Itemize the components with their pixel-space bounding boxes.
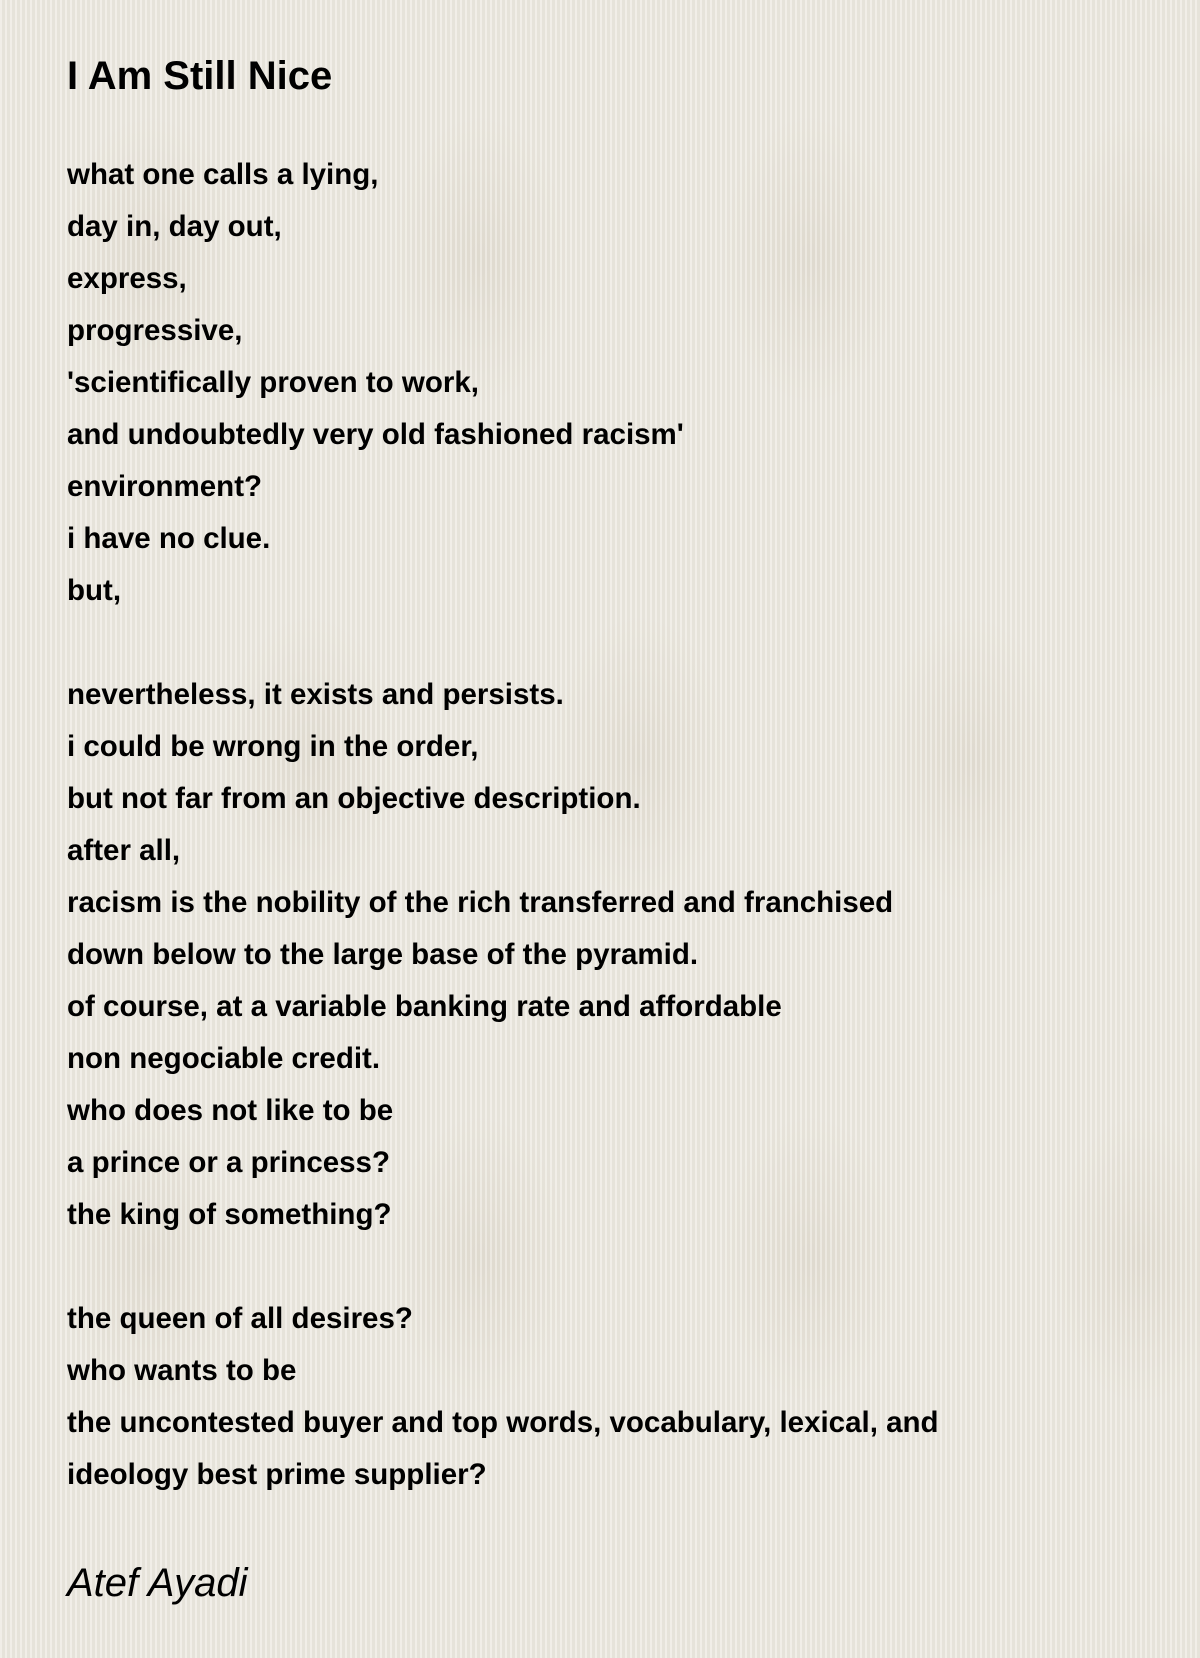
poem-line: a prince or a princess? <box>67 1146 390 1179</box>
stanza-break <box>67 617 939 669</box>
poem-line: i could be wrong in the order, <box>67 730 479 763</box>
poem-line: day in, day out, <box>67 210 282 243</box>
poem-line: ideology best prime supplier? <box>67 1458 487 1491</box>
poem-author: Atef Ayadi <box>67 1561 248 1605</box>
poem-line: progressive, <box>67 314 243 347</box>
poem-line: the queen of all desires? <box>67 1302 413 1335</box>
poem-line: and undoubtedly very old fashioned racism' <box>67 418 684 451</box>
poem-line: but, <box>67 574 122 607</box>
poem-line: the uncontested buyer and top words, vocabulary, lexical, and <box>67 1406 939 1439</box>
poem-line: what one calls a lying, <box>67 158 379 191</box>
poem-line: of course, at a variable banking rate and affordable <box>67 990 782 1023</box>
poem-line: environment? <box>67 470 263 503</box>
stanza-break <box>67 1241 939 1293</box>
poem-line: 'scientifically proven to work, <box>67 366 479 399</box>
poem-line: the king of something? <box>67 1198 392 1231</box>
poem-line: i have no clue. <box>67 522 271 555</box>
poem-line: but not far from an objective description. <box>67 782 641 815</box>
poem-title: I Am Still Nice <box>67 54 333 98</box>
poem-line: express, <box>67 262 187 295</box>
poem-line: racism is the nobility of the rich transferred and franchised <box>67 886 894 919</box>
poem-line: after all, <box>67 834 181 867</box>
poem-line: nevertheless, it exists and persists. <box>67 678 564 711</box>
poem-line: who wants to be <box>67 1354 297 1387</box>
poem-line: down below to the large base of the pyramid. <box>67 938 699 971</box>
poem-line: non negociable credit. <box>67 1042 381 1075</box>
poem-body <box>67 149 939 1501</box>
poem-line: who does not like to be <box>67 1094 394 1127</box>
